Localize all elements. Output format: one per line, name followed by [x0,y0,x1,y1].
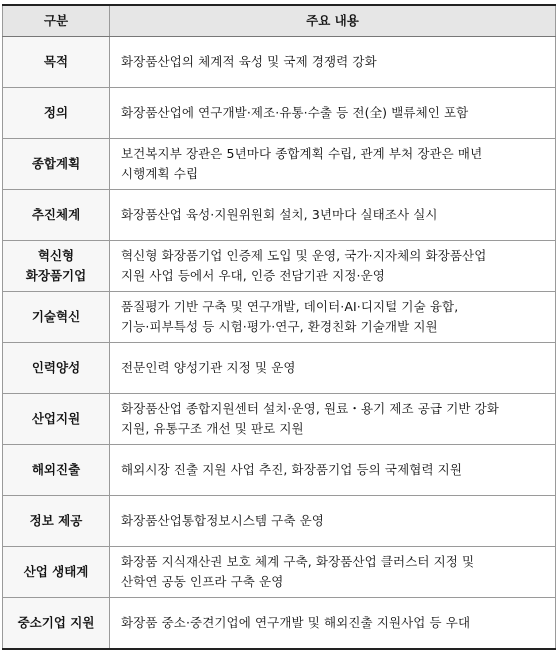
row-content [110,241,556,292]
category-line: 해외진출 [31,462,81,477]
table-row [3,37,556,88]
content-line: 화장품산업의 체계적 육성 및 국제 경쟁력 강화 [121,54,377,69]
content-line: 전문인력 양성기관 지정 및 운영 [121,360,296,375]
content-line: 혁신형 화장품기업 인증제 도입 및 운영, 국가·지자체의 화장품산업 [121,248,487,263]
row-content [110,445,556,496]
row-category [3,343,110,394]
row-category [3,496,110,547]
row-content [110,190,556,241]
content-line: 화장품 중소·중견기업에 연구개발 및 해외진출 지원사업 등 우대 [121,615,471,630]
row-content [110,139,556,190]
row-content [110,88,556,139]
category-line: 목적 [43,54,69,69]
content-line: 화장품산업통합정보시스템 구축 운영 [121,513,324,528]
header-content: 주요 내용 [110,5,556,37]
content-line: 기능·피부특성 등 시험·평가·연구, 환경친화 기술개발 지원 [121,319,438,334]
category-line: 종합계획 [31,156,81,171]
content-line: 화장품산업 종합지원센터 설치·운영, 원료・용기 제조 공급 기반 강화 [121,401,499,416]
category-line: 정보 제공 [29,513,83,528]
table-row [3,190,556,241]
row-category [3,394,110,445]
content-line: 품질평가 기반 구축 및 연구개발, 데이터·AI·디지털 기술 융합, [121,299,459,314]
content-line: 지원 사업 등에서 우대, 인증 전담기관 지정·운영 [121,268,385,283]
content-line: 화장품 지식재산권 보호 체계 구축, 화장품산업 클러스터 지정 및 [121,554,475,569]
category-line: 추진체계 [31,207,81,222]
category-line: 산업 생태계 [23,564,89,579]
table-row [3,496,556,547]
category-line: 화장품기업 [25,268,87,283]
row-content [110,547,556,598]
row-category [3,598,110,650]
row-content [110,292,556,343]
content-line: 화장품산업 육성·지원위원회 설치, 3년마다 실태조사 실시 [121,207,438,222]
content-line: 해외시장 진출 지원 사업 추진, 화장품기업 등의 국제협력 지원 [121,462,463,477]
header-category: 구분 [3,5,110,37]
content-line: 산학연 공동 인프라 구축 운영 [121,574,284,589]
category-line: 정의 [43,105,69,120]
row-category [3,547,110,598]
row-content [110,394,556,445]
row-category [3,292,110,343]
row-category [3,37,110,88]
table-row [3,394,556,445]
category-line: 혁신형 [37,248,75,263]
row-category [3,241,110,292]
table-row [3,598,556,650]
row-content [110,37,556,88]
table-row [3,445,556,496]
category-line: 인력양성 [31,360,81,375]
category-line: 산업지원 [31,411,81,426]
policy-summary-table-container [2,4,555,650]
table-row [3,547,556,598]
table-row [3,241,556,292]
row-category [3,445,110,496]
row-content [110,496,556,547]
content-line: 지원, 유통구조 개선 및 판로 지원 [121,421,304,436]
row-content [110,598,556,650]
category-line: 기술혁신 [31,309,81,324]
table-row [3,292,556,343]
category-line: 중소기업 지원 [17,615,95,630]
content-line: 화장품산업에 연구개발·제조·유통·수출 등 전(全) 밸류체인 포함 [121,105,469,120]
row-category [3,139,110,190]
table-row [3,139,556,190]
row-category [3,190,110,241]
table-header-row [3,5,556,37]
table-row [3,343,556,394]
table-row [3,88,556,139]
row-category [3,88,110,139]
content-line: 시행계획 수립 [121,166,199,181]
row-content [110,343,556,394]
policy-summary-table [2,4,556,650]
content-line: 보건복지부 장관은 5년마다 종합계획 수립, 관계 부처 장관은 매년 [121,146,483,161]
